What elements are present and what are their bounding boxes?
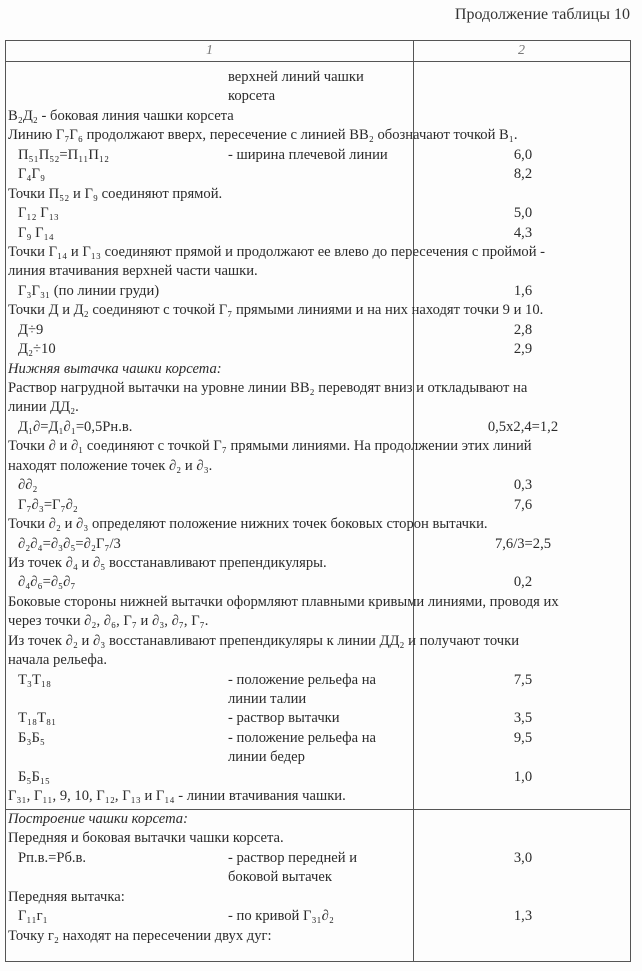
row-text: Из точек ∂₂ и ∂₃ восстанавливают препендикуляры к линии ДД₂ и получают точки [8, 632, 520, 649]
row-description: - положение рельефа на [228, 671, 376, 688]
row-text: ∂₄∂₆=∂₅∂₇ [18, 574, 76, 591]
row-text: Г₄Г₉ [18, 166, 46, 183]
table-row [6, 68, 630, 87]
table-section-cup-lines [6, 68, 630, 807]
row-text: Д₁∂=Д₁∂₁=0,5Рн.в. [18, 418, 133, 435]
table-row [6, 810, 630, 829]
table-row [6, 360, 630, 379]
table-row [6, 787, 630, 806]
table-row [6, 849, 630, 868]
table-row [6, 593, 630, 612]
row-value: 5,0 [513, 205, 533, 222]
row-value: 2,8 [513, 321, 533, 338]
row-value: 2,9 [513, 341, 533, 358]
row-text: Б₅Б₁₅ [18, 768, 51, 785]
table-row [6, 829, 630, 848]
table-row [6, 612, 630, 631]
table-row [6, 243, 630, 262]
table-row [6, 165, 630, 184]
row-text: Т₃Т₁₈ [18, 671, 52, 688]
row-text: Боковые стороны нижней вытачки оформляют плавными кривыми линиями, проводя их [8, 593, 559, 610]
row-text: начала рельефа. [8, 652, 108, 669]
row-text: Г₃Г₃₁ (по линии груди) [18, 282, 160, 299]
column-header-1: 1 [206, 43, 213, 58]
row-text: Г₁₁г₁ [18, 908, 48, 925]
row-text: линия втачивания верхней части чашки. [8, 263, 258, 280]
row-text: В₂Д₂ - боковая линия чашки корсета [8, 107, 234, 124]
row-text: линии ДД₂. [8, 399, 79, 416]
row-text: Т₁₈Т₈₁ [18, 710, 57, 727]
row-text: Рп.в.=Рб.в. [18, 849, 87, 866]
table-header-row [6, 41, 630, 62]
row-value: 7,5 [513, 671, 533, 688]
data-table [5, 40, 631, 962]
table-row [6, 379, 630, 398]
row-text: Г₇∂₃=Г₇∂₂ [18, 496, 78, 513]
row-description: - раствор вытачки [228, 710, 340, 727]
table-row [6, 748, 630, 767]
table-row [6, 671, 630, 690]
row-value: 7,6 [513, 496, 533, 513]
row-text: Точки ∂ и ∂₁ соединяют с точкой Г₇ прямыми линиями. На продолжении этих линий [8, 438, 532, 455]
row-value: 1,6 [513, 282, 533, 299]
table-row [6, 927, 630, 946]
row-text: Д₂÷10 [18, 341, 56, 358]
table-row [6, 282, 630, 301]
table-row [6, 185, 630, 204]
row-text: Из точек ∂₄ и ∂₅ восстанавливают препендикуляры. [8, 554, 327, 571]
row-value: 8,2 [513, 166, 533, 183]
row-text: П₅₁П₅₂=П₁₁П₁₂ [18, 146, 110, 163]
row-text: Г₉ Г₁₄ [18, 224, 54, 241]
row-text: Построение чашки корсета: [8, 811, 188, 827]
row-value: 3,0 [513, 849, 533, 866]
row-text: Точку г₂ находят на пересечении двух дуг: [8, 927, 272, 944]
row-text: Передняя вытачка: [8, 888, 125, 905]
row-text: ∂∂₂ [18, 477, 38, 494]
table-row [6, 126, 630, 145]
row-text: Точки П₅₂ и Г₉ соединяют прямой. [8, 185, 223, 202]
table-row [6, 496, 630, 515]
row-value: 3,5 [513, 710, 533, 727]
table-section-cup-construction [6, 809, 630, 946]
row-text: Г₁₂ Г₁₃ [18, 205, 59, 222]
table-row [6, 888, 630, 907]
table-row [6, 321, 630, 340]
row-text: через точки ∂₂, ∂₆, Г₇ и ∂₃, ∂₇, Г₇. [8, 613, 209, 630]
row-value: 6,0 [513, 146, 533, 163]
row-text: Точки Д и Д₂ соединяют с точкой Г₇ прямыми линиями и на них находят точки 9 и 10. [8, 302, 544, 319]
row-description: боковой вытачек [228, 869, 332, 886]
row-description: - по кривой Г₃₁∂₂ [228, 908, 334, 925]
row-value: 0,3 [513, 477, 533, 494]
row-text: Линию Г₇Г₆ продолжают вверх, пересечение с линией ВВ₂ обозначают точкой В₁. [8, 127, 518, 144]
table-row [6, 262, 630, 281]
table-row [6, 554, 630, 573]
table-caption: Продолжение таблицы 10 [454, 6, 630, 23]
table-row [6, 632, 630, 651]
row-text: Б₃Б₅ [18, 729, 45, 746]
row-text: Точки Г₁₄ и Г₁₃ соединяют прямой и продолжают ее влево до пересечения с проймой - [8, 243, 546, 260]
row-text: ∂₂∂₄=∂₃∂₅=∂₂Г₇/3 [18, 535, 121, 552]
row-text: Точки ∂₂ и ∂₃ определяют положение нижних точек боковых сторон вытачки. [8, 516, 488, 533]
table-row [6, 437, 630, 456]
table-row [6, 301, 630, 320]
table-row [6, 340, 630, 359]
table-row [6, 729, 630, 748]
row-description: - ширина плечевой линии [228, 146, 388, 163]
row-text: Передняя и боковая вытачки чашки корсета. [8, 830, 284, 847]
table-row [6, 418, 630, 437]
row-text: Г₃₁, Г₁₁, 9, 10, Г₁₂, Г₁₃ и Г₁₄ - линии втачивания чашки. [8, 788, 346, 805]
row-value: 1,3 [513, 908, 533, 925]
table-row [6, 868, 630, 887]
table-row [6, 204, 630, 223]
row-value: 0,5x2,4=1,2 [487, 418, 559, 435]
row-value: 0,2 [513, 574, 533, 591]
row-text: Нижняя вытачка чашки корсета: [8, 360, 222, 377]
table-row [6, 87, 630, 106]
table-row [6, 535, 630, 554]
table-row [6, 457, 630, 476]
row-description: линии бедер [228, 749, 305, 766]
table-row [6, 709, 630, 728]
table-row [6, 398, 630, 417]
row-value: 1,0 [513, 768, 533, 785]
row-text: находят положение точек ∂₂ и ∂₃. [8, 457, 213, 474]
row-value: 4,3 [513, 224, 533, 241]
column-header-2: 2 [518, 43, 525, 58]
table-row [6, 224, 630, 243]
table-row [6, 515, 630, 534]
table-row [6, 107, 630, 126]
row-description: линии талии [228, 691, 307, 707]
row-value: 7,6/3=2,5 [494, 535, 552, 552]
row-text: Раствор нагрудной вытачки на уровне линии ВВ₂ переводят вниз и откладывают на [8, 380, 528, 396]
table-row [6, 476, 630, 495]
table-row [6, 768, 630, 787]
row-description: корсета [228, 88, 276, 105]
table-row [6, 690, 630, 709]
row-text: Д÷9 [18, 321, 44, 338]
table-row [6, 907, 630, 926]
table-row [6, 573, 630, 592]
row-value: 9,5 [513, 729, 533, 746]
table-row [6, 651, 630, 670]
row-description: - раствор передней и [228, 849, 358, 866]
row-description: верхней линий чашки [228, 69, 364, 85]
table-row [6, 146, 630, 165]
row-description: - положение рельефа на [228, 729, 376, 746]
